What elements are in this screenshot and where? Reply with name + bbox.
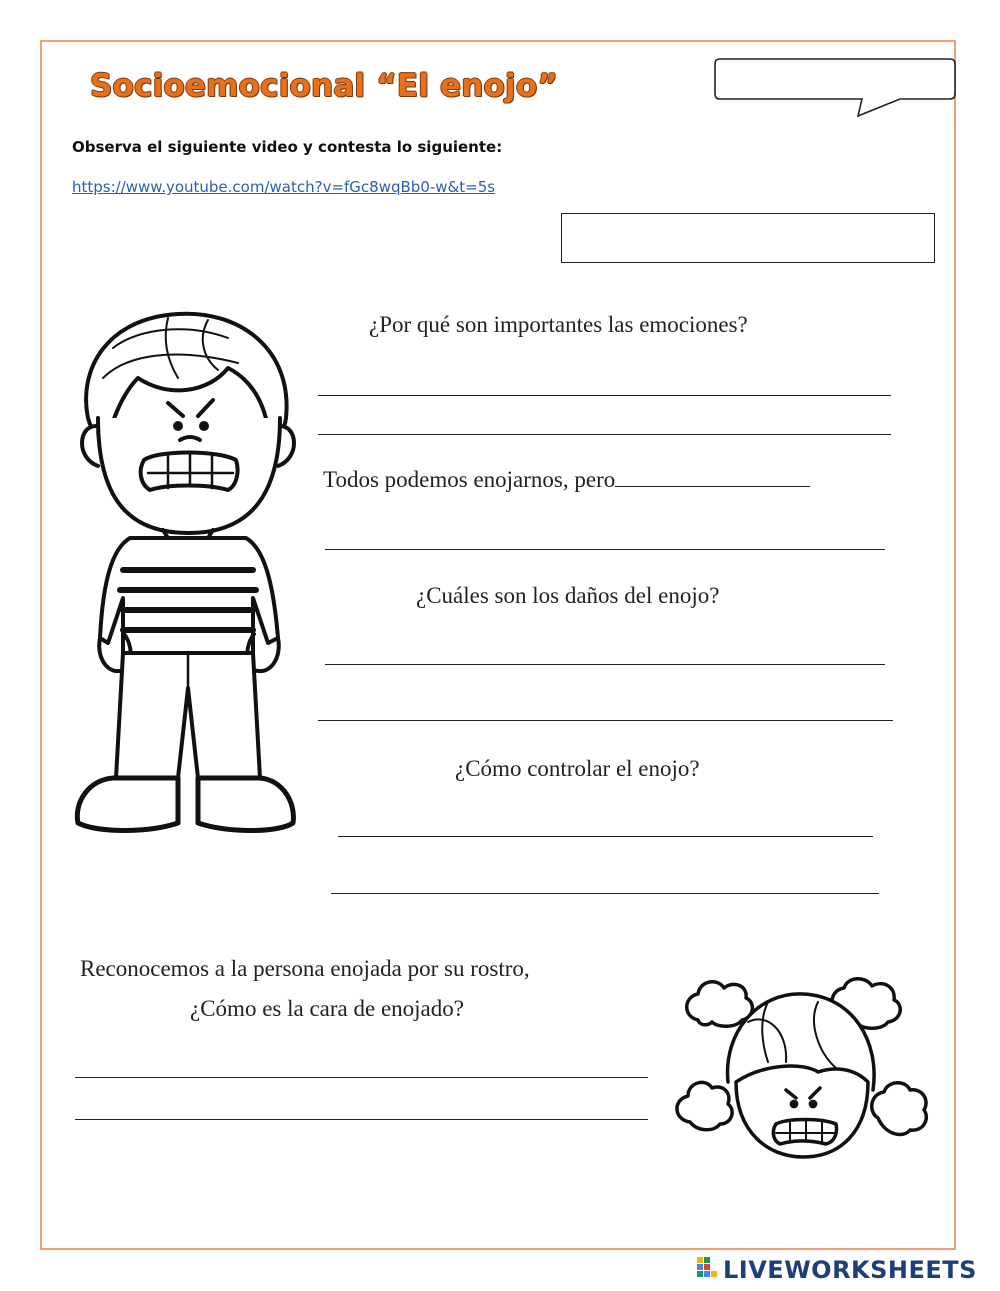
question-4: ¿Cómo controlar el enojo? <box>455 756 700 781</box>
answer-line-q5-b[interactable] <box>75 1119 648 1120</box>
liveworksheets-logo-icon <box>697 1257 719 1283</box>
question-5-line-2: ¿Cómo es la cara de enojado? <box>190 996 464 1021</box>
answer-box-top[interactable] <box>561 213 935 263</box>
question-2 <box>323 467 810 493</box>
answer-line-q4-b[interactable] <box>331 893 879 894</box>
speech-bubble-name-field[interactable] <box>712 56 960 122</box>
question-2-text: Todos podemos enojarnos, pero <box>323 467 616 492</box>
worksheet-title: Socioemocional “El enojo” <box>90 68 558 104</box>
answer-line-q1-b[interactable] <box>318 434 891 435</box>
question-1: ¿Por qué son importantes las emociones? <box>369 312 748 337</box>
question-3: ¿Cuáles son los daños del enojo? <box>416 583 720 608</box>
answer-line-q3-a[interactable] <box>325 664 885 665</box>
answer-line-q4-a[interactable] <box>338 836 873 837</box>
answer-line-q3-b[interactable] <box>318 720 893 721</box>
answer-line-q5-a[interactable] <box>75 1077 648 1078</box>
video-link[interactable]: https://www.youtube.com/watch?v=fGc8wqBb0-w&t=5s <box>72 178 496 196</box>
angry-boy-illustration <box>68 308 298 848</box>
liveworksheets-brand <box>697 1256 977 1284</box>
answer-line-q1-a[interactable] <box>318 395 891 396</box>
answer-blank-q2-inline[interactable] <box>615 468 810 487</box>
question-5-line-1: Reconocemos a la persona enojada por su rostro, <box>80 956 530 981</box>
answer-line-q2[interactable] <box>325 549 885 550</box>
angry-girl-illustration <box>668 972 933 1164</box>
instruction-text: Observa el siguiente video y contesta lo siguiente: <box>72 138 503 156</box>
brand-text: LIVEWORKSHEETS <box>723 1256 977 1284</box>
